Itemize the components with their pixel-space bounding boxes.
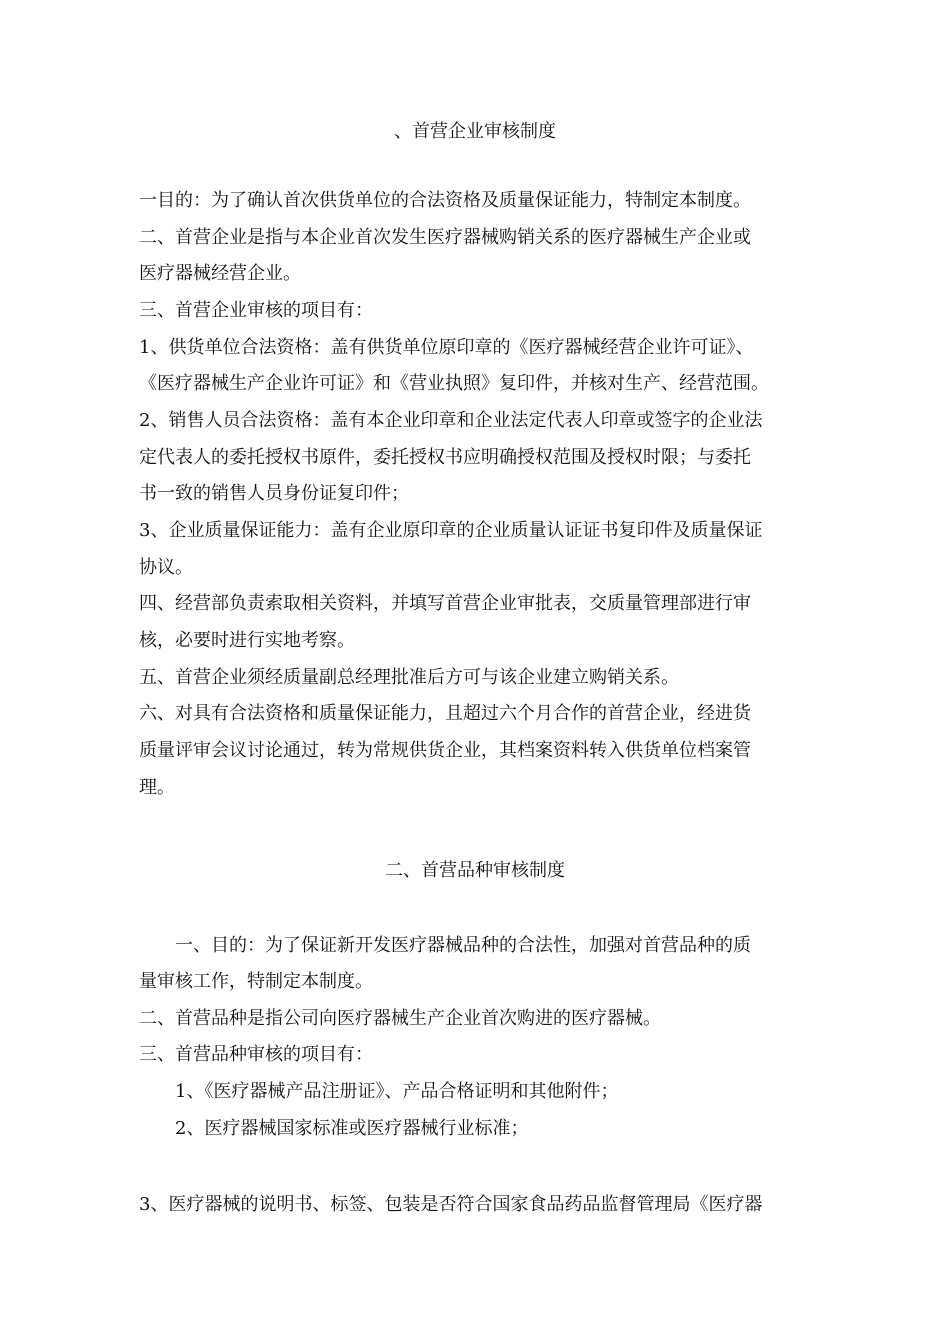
- section1-line-9: 书一致的销售人员身份证复印件；: [139, 483, 409, 504]
- section2-line-4: 三、首营品种审核的项目有：: [139, 1044, 373, 1065]
- section2-line-7: 3、医疗器械的说明书、标签、包装是否符合国家食品药品监督管理局《医疗器: [139, 1194, 763, 1215]
- section2-line-5: 1、《医疗器械产品注册证》、产品合格证明和其他附件；: [175, 1081, 619, 1102]
- section1-title: 、首营企业审核制度: [394, 121, 556, 142]
- section2-line-3: 二、首营品种是指公司向医疗器械生产企业首次购进的医疗器械。: [139, 1008, 661, 1029]
- section1-line-7: 2、销售人员合法资格：盖有本企业印章和企业法定代表人印章或签字的企业法: [139, 410, 763, 431]
- section2-line-6: 2、医疗器械国家标准或医疗器械行业标准；: [175, 1118, 529, 1139]
- section2-line-2: 量审核工作，特制定本制度。: [139, 971, 373, 992]
- section1-line-4: 三、首营企业审核的项目有：: [139, 300, 373, 321]
- section1-line-2: 二、首营企业是指与本企业首次发生医疗器械购销关系的医疗器械生产企业或: [139, 227, 751, 248]
- section1-line-1: 一目的：为了确认首次供货单位的合法资格及质量保证能力，特制定本制度。: [139, 190, 751, 211]
- section1-line-6: 《医疗器械生产企业许可证》和《营业执照》复印件，并核对生产、经营范围。: [139, 373, 769, 394]
- section1-line-15: 六、对具有合法资格和质量保证能力，且超过六个月合作的首营企业，经进货: [139, 703, 751, 724]
- section1-line-12: 四、经营部负责索取相关资料，并填写首营企业审批表，交质量管理部进行审: [139, 593, 751, 614]
- section2-line-1: 一、目的：为了保证新开发医疗器械品种的合法性，加强对首营品种的质: [175, 935, 751, 956]
- section1-line-3: 医疗器械经营企业。: [139, 263, 301, 284]
- section1-line-8: 定代表人的委托授权书原件，委托授权书应明确授权范围及授权时限；与委托: [139, 447, 751, 468]
- section1-line-17: 理。: [139, 777, 175, 798]
- section1-line-10: 3、企业质量保证能力：盖有企业原印章的企业质量认证证书复印件及质量保证: [139, 520, 763, 541]
- section1-line-11: 协议。: [139, 557, 193, 578]
- section1-line-16: 质量评审会议讨论通过，转为常规供货企业，其档案资料转入供货单位档案管: [139, 740, 751, 761]
- section2-title: 二、首营品种审核制度: [385, 860, 565, 881]
- section1-line-13: 核，必要时进行实地考察。: [139, 630, 355, 651]
- section1-line-14: 五、首营企业须经质量副总经理批准后方可与该企业建立购销关系。: [139, 667, 679, 688]
- section1-line-5: 1、供货单位合法资格：盖有供货单位原印章的《医疗器械经营企业许可证》、: [139, 337, 754, 358]
